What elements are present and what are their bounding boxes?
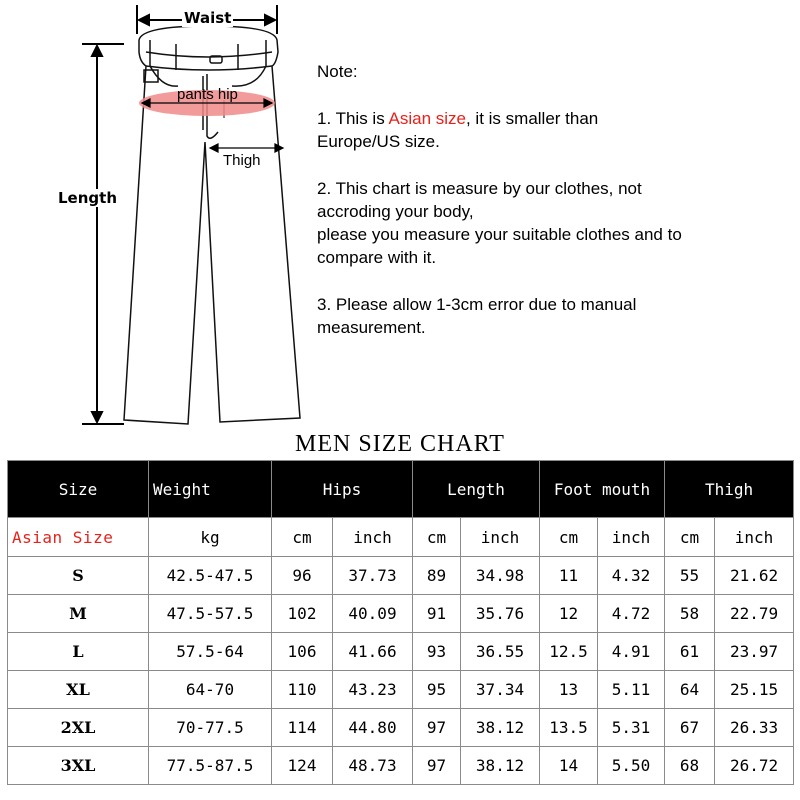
table-cell: 36.55 xyxy=(461,633,540,671)
table-cell: 91 xyxy=(413,595,461,633)
header-size: Size xyxy=(8,461,149,518)
table-cell: 44.80 xyxy=(333,709,413,747)
header-length: Length xyxy=(413,461,540,518)
thigh-label: Thigh xyxy=(223,152,261,169)
table-cell: 5.31 xyxy=(598,709,665,747)
note-1-post: , it is smaller than xyxy=(465,109,599,128)
notes-heading: Note: xyxy=(317,62,358,81)
table-cell: 4.32 xyxy=(598,557,665,595)
table-row xyxy=(8,709,794,747)
table-cell: 114 xyxy=(272,709,333,747)
units-cell: kg xyxy=(149,518,272,557)
table-cell: 124 xyxy=(272,747,333,785)
table-cell: 95 xyxy=(413,671,461,709)
table-cell: 40.09 xyxy=(333,595,413,633)
table-row xyxy=(8,671,794,709)
table-row xyxy=(8,557,794,595)
table-cell: 5.11 xyxy=(598,671,665,709)
length-dimension-line xyxy=(82,44,124,424)
note-1-accent: Asian size xyxy=(388,109,466,128)
units-cell: cm xyxy=(665,518,715,557)
table-cell: 21.62 xyxy=(715,557,794,595)
size-cell: 2XL xyxy=(8,709,149,747)
table-cell: 26.72 xyxy=(715,747,794,785)
table-cell: 102 xyxy=(272,595,333,633)
units-asian-size: Asian Size xyxy=(8,518,149,557)
size-cell: L xyxy=(8,633,149,671)
table-cell: 4.72 xyxy=(598,595,665,633)
table-cell: 41.66 xyxy=(333,633,413,671)
size-cell: M xyxy=(8,595,149,633)
note-3-line1: 3. Please allow 1-3cm error due to manual xyxy=(317,295,637,314)
table-cell: 5.50 xyxy=(598,747,665,785)
table-cell: 13.5 xyxy=(540,709,598,747)
size-cell: S xyxy=(8,557,149,595)
table-cell: 23.97 xyxy=(715,633,794,671)
note-2-line3: please you measure your suitable clothes and to xyxy=(317,225,682,244)
header-row xyxy=(8,461,794,518)
table-cell: 77.5-87.5 xyxy=(149,747,272,785)
table-cell: 37.34 xyxy=(461,671,540,709)
note-1-pre: 1. This is xyxy=(317,109,389,128)
table-cell: 89 xyxy=(413,557,461,595)
table-cell: 38.12 xyxy=(461,709,540,747)
table-cell: 106 xyxy=(272,633,333,671)
table-row xyxy=(8,633,794,671)
table-cell: 12.5 xyxy=(540,633,598,671)
table-cell: 34.98 xyxy=(461,557,540,595)
table-cell: 55 xyxy=(665,557,715,595)
units-cell: inch xyxy=(715,518,794,557)
note-1-line2: Europe/US size. xyxy=(317,132,440,151)
table-cell: 97 xyxy=(413,709,461,747)
units-cell: cm xyxy=(272,518,333,557)
header-hips: Hips xyxy=(272,461,413,518)
table-cell: 25.15 xyxy=(715,671,794,709)
table-cell: 97 xyxy=(413,747,461,785)
pants-diagram xyxy=(0,0,310,430)
table-cell: 12 xyxy=(540,595,598,633)
size-cell: XL xyxy=(8,671,149,709)
size-cell: 3XL xyxy=(8,747,149,785)
units-cell: inch xyxy=(461,518,540,557)
table-cell: 61 xyxy=(665,633,715,671)
length-label: Length xyxy=(58,189,117,207)
units-cell: inch xyxy=(598,518,665,557)
size-chart-table xyxy=(7,460,794,785)
table-row xyxy=(8,595,794,633)
table-cell: 93 xyxy=(413,633,461,671)
header-weight: Weight xyxy=(149,461,272,518)
table-cell: 96 xyxy=(272,557,333,595)
units-row xyxy=(8,518,794,557)
table-cell: 13 xyxy=(540,671,598,709)
note-2-line2: accroding your body, xyxy=(317,202,474,221)
units-cell: cm xyxy=(413,518,461,557)
table-cell: 110 xyxy=(272,671,333,709)
note-2-line4: compare with it. xyxy=(317,248,437,267)
table-cell: 11 xyxy=(540,557,598,595)
table-cell: 64-70 xyxy=(149,671,272,709)
table-cell: 14 xyxy=(540,747,598,785)
table-cell: 57.5-64 xyxy=(149,633,272,671)
table-cell: 43.23 xyxy=(333,671,413,709)
table-cell: 67 xyxy=(665,709,715,747)
chart-title: MEN SIZE CHART xyxy=(295,431,505,457)
table-cell: 64 xyxy=(665,671,715,709)
table-row xyxy=(8,747,794,785)
table-cell: 70-77.5 xyxy=(149,709,272,747)
table-cell: 58 xyxy=(665,595,715,633)
note-3-line2: measurement. xyxy=(317,318,426,337)
hip-label: pants hip xyxy=(177,86,238,103)
table-cell: 38.12 xyxy=(461,747,540,785)
table-cell: 4.91 xyxy=(598,633,665,671)
units-cell: inch xyxy=(333,518,413,557)
table-cell: 48.73 xyxy=(333,747,413,785)
table-cell: 26.33 xyxy=(715,709,794,747)
note-2-line1: 2. This chart is measure by our clothes, not xyxy=(317,179,642,198)
units-cell: cm xyxy=(540,518,598,557)
notes-block xyxy=(317,60,787,339)
pants-illustration xyxy=(0,0,310,430)
table-cell: 42.5-47.5 xyxy=(149,557,272,595)
header-foot-mouth: Foot mouth xyxy=(540,461,665,518)
table-cell: 37.73 xyxy=(333,557,413,595)
table-cell: 35.76 xyxy=(461,595,540,633)
waist-label: Waist xyxy=(184,9,232,27)
table-cell: 22.79 xyxy=(715,595,794,633)
header-thigh: Thigh xyxy=(665,461,794,518)
note-1 xyxy=(317,107,787,130)
table-cell: 68 xyxy=(665,747,715,785)
table-cell: 47.5-57.5 xyxy=(149,595,272,633)
